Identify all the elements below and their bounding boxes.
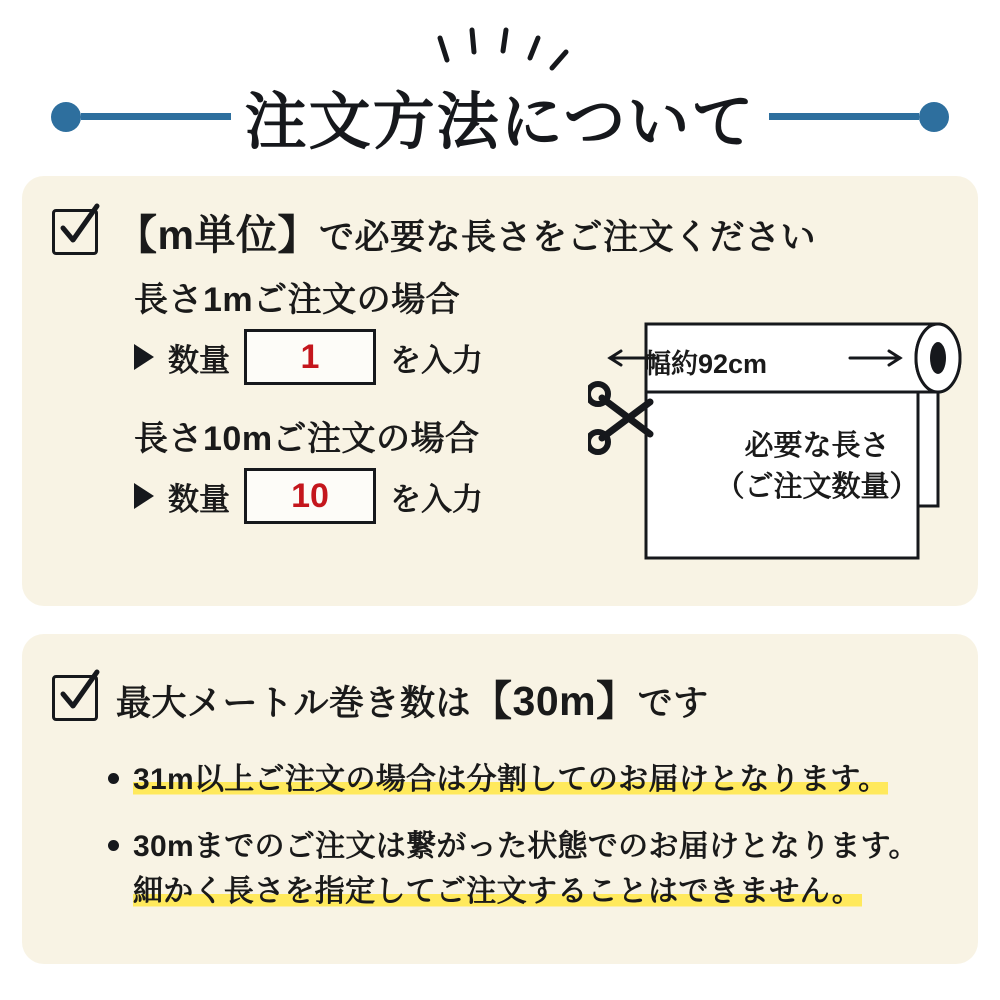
triangle-bullet-icon [134, 344, 154, 370]
checkbox-checked-icon [52, 675, 98, 721]
qty-word-10m: 数量 [168, 481, 230, 517]
section-unit-heading-rest: で必要な長さをご注文ください [318, 218, 816, 257]
bullet-dot-icon [108, 840, 119, 851]
roll-center-label-line1: 必要な長さ [744, 430, 890, 462]
list-item [108, 757, 948, 802]
qty-row-10m [134, 468, 604, 524]
enter-word-10m: を入力 [390, 481, 483, 517]
title-area [0, 0, 1000, 175]
bullet-text-1 [133, 757, 888, 802]
bullet-1-line1: 31m以上ご注文の場合は分割してのお届けとなります。 [133, 763, 889, 796]
rule-dot-right-icon [919, 102, 949, 132]
qty-row-1m [134, 329, 604, 385]
rule-dot-left-icon [51, 102, 81, 132]
qty-input-10m[interactable] [244, 468, 376, 524]
qty-value-10m: 10 [291, 477, 329, 515]
section-unit-heading [52, 202, 948, 261]
enter-word-1m: を入力 [390, 342, 483, 378]
title-rule-left [51, 102, 231, 132]
rule-line-left [81, 113, 231, 120]
order-examples [134, 272, 604, 550]
section-unit-panel [22, 176, 978, 606]
roll-center-label-line2: （ご注文数量） [715, 471, 919, 504]
rule-line-right [769, 113, 919, 120]
section-unit-heading-text [116, 202, 816, 261]
section-max-heading-bracket: 【30m】 [471, 678, 638, 724]
section-max-heading-text [116, 668, 709, 727]
section-max-heading [52, 668, 948, 727]
page-title: 注文方法について [244, 88, 756, 157]
section-max-heading-suffix: です [637, 684, 709, 723]
bullet-2-line1: 30mまでのご注文は繋がった状態でのお届けとなります。 [133, 830, 919, 863]
bullet-text-2 [133, 824, 919, 914]
check-mark-icon [49, 198, 105, 254]
qty-value-1m: 1 [300, 338, 320, 376]
section-max-bullets [108, 757, 948, 914]
qty-input-1m[interactable] [244, 329, 376, 385]
section-max-heading-prefix: 最大メートル巻き数は [116, 684, 472, 723]
title-rule-right [769, 102, 949, 132]
checkbox-checked-icon [52, 209, 98, 255]
roll-center-label [692, 426, 942, 508]
bullet-2-line2: 細かく長さを指定してご注文することはできません。 [133, 875, 862, 908]
case-label-10m: 長さ10mご注文の場合 [134, 420, 480, 458]
sparkle-icon [0, 22, 1000, 72]
qty-word-1m: 数量 [168, 342, 230, 378]
case-label-1m: 長さ1mご注文の場合 [134, 281, 461, 319]
section-unit-heading-bracket: 【m単位】 [116, 212, 319, 258]
check-mark-icon [49, 664, 105, 720]
order-example-1m [134, 272, 604, 385]
list-item [108, 824, 948, 914]
order-example-10m [134, 411, 604, 524]
bullet-dot-icon [108, 773, 119, 784]
triangle-bullet-icon [134, 483, 154, 509]
wallpaper-roll-illustration [588, 306, 978, 606]
roll-width-label: 幅約92cm [644, 349, 768, 379]
section-max-panel [22, 634, 978, 964]
title-row [0, 72, 1000, 161]
